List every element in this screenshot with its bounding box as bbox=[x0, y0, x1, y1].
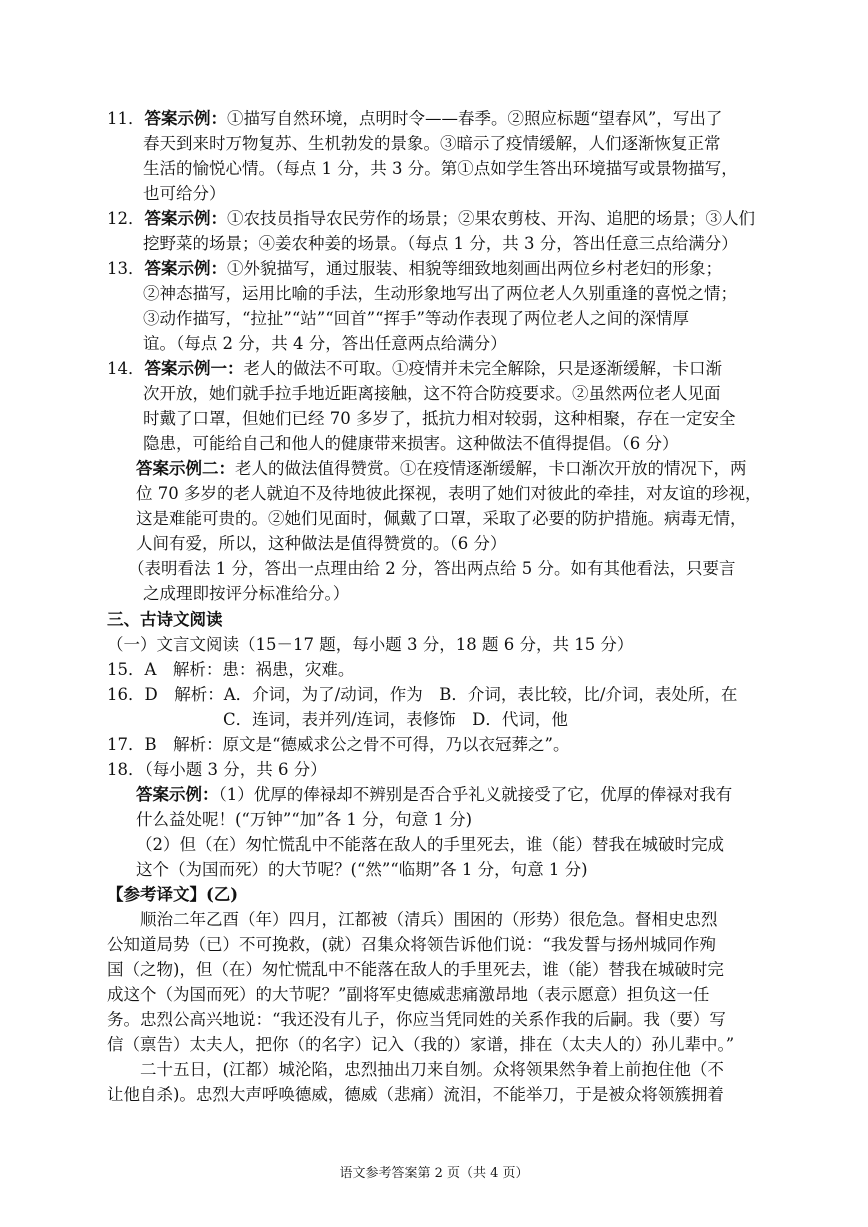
reference-translation-title: 【参考译文】(乙) bbox=[107, 885, 239, 904]
translation-line-2: 公知道局势（已）不可挽救，(就）召集众将领告诉他们说：“我发誓与扬州城同作殉 bbox=[107, 935, 716, 954]
q14-answer2-line-4: 人间有爱，所以，这种做法是值得赞赏的。（6 分） bbox=[136, 534, 507, 553]
q18-heading: 18．（每小题 3 分，共 6 分） bbox=[107, 760, 327, 779]
translation-line-5: 务。忠烈公高兴地说：“我还没有儿子，你应当凭同姓的关系作我的后嗣。我（要）写 bbox=[107, 1010, 726, 1029]
q13-line-2: ②神态描写，运用比喻的手法，生动形象地写出了两位老人久别重逢的喜悦之情； bbox=[143, 284, 737, 303]
q14-number: 14． bbox=[107, 359, 145, 378]
q11-label: 答案示例： bbox=[144, 109, 227, 128]
q13-number: 13． bbox=[107, 259, 145, 278]
section-3-title: 三、古诗文阅读 bbox=[107, 610, 223, 629]
q11-line-1: 11．答案示例：①描写自然环境，点明时令——春季。②照应标题“望春风”，写出了 bbox=[107, 109, 723, 128]
q18-line-1: 答案示例：（1）优厚的俸禄却不辨别是否合乎礼义就接受了它，优厚的俸禄对我有 bbox=[136, 785, 733, 804]
q14-line-1: 14．答案示例一：老人的做法不可取。①疫情并未完全解除，只是逐渐缓解，卡口渐 bbox=[107, 359, 722, 378]
q14-answer1-line-2: 次开放，她们就手拉手地近距离接触，这不符合防疫要求。②虽然两位老人见面 bbox=[143, 384, 721, 403]
q12-label: 答案示例： bbox=[144, 209, 227, 228]
q14-scoring-note-1: （表明看法 1 分，答出一点理由给 2 分，答出两点给 5 分。如有其他看法，只要言 bbox=[128, 559, 736, 578]
q13-line-3: ③动作描写，“拉扯”“站”“回首”“挥手”等动作表现了两位老人之间的深情厚 bbox=[143, 309, 689, 328]
q12-number: 12． bbox=[107, 209, 145, 228]
q14-answer2-line-3: 这是难能可贵的。②她们见面时，佩戴了口罩，采取了必要的防护措施。病毒无情， bbox=[136, 509, 747, 528]
q13-label: 答案示例： bbox=[144, 259, 227, 278]
q11-line-4: 也可给分） bbox=[143, 184, 226, 203]
translation-line-3: 国（之物)，但（在）匆忙慌乱中不能落在敌人的手里死去，谁（能）替我在城破时完 bbox=[107, 960, 724, 979]
q14-answer2-line-2: 位 70 多岁的老人就迫不及待地彼此探视，表明了她们对彼此的牵挂，对友谊的珍视， bbox=[136, 484, 762, 503]
q13-line-4: 谊。（每点 2 分，共 4 分，答出任意两点给满分） bbox=[143, 334, 507, 353]
q18-line-3: （2）但（在）匆忙慌乱中不能落在敌人的手里死去，谁（能）替我在城破时完成 bbox=[136, 835, 724, 854]
translation-line-1: 顺治二年乙酉（年）四月，江都被（清兵）围困的（形势）很危急。督相史忠烈 bbox=[107, 910, 718, 929]
q12-line-1: 12．答案示例：①农技员指导农民劳作的场景；②果农剪枝、开沟、追肥的场景；③人们 bbox=[107, 209, 755, 228]
q15-answer: 15．A 解析：患：祸患，灾难。 bbox=[107, 660, 355, 679]
q18-line-4: 这个（为国而死）的大节呢？(“然”“临期”各 1 分，句意 1 分) bbox=[136, 860, 588, 879]
q18-line-2: 什么益处呢！(“万钟”“加”各 1 分，句意 1 分) bbox=[136, 810, 473, 829]
q13-line-1: 13．答案示例：①外貌描写，通过服装、相貌等细致地刻画出两位乡村老妇的形象； bbox=[107, 259, 722, 278]
translation-line-8: 让他自杀)。忠烈大声呼唤德威，德威（悲痛）流泪，不能举刀，于是被众将领簇拥着 bbox=[107, 1085, 724, 1104]
page-footer: 语文参考答案第 2 页（共 4 页） bbox=[339, 1166, 529, 1181]
q16-line-2: C．连词，表并列/连词，表修饰 D．代词，他 bbox=[223, 710, 568, 729]
q14-answer2-line-1: 答案示例二：老人的做法值得赞赏。①在疫情逐渐缓解，卡口渐次开放的情况下，两 bbox=[136, 459, 747, 478]
q14-label-1: 答案示例一： bbox=[144, 359, 244, 378]
q14-answer1-line-3: 时戴了口罩，但她们已经 70 多岁了，抵抗力相对较弱，这种相聚，存在一定安全 bbox=[143, 409, 736, 428]
q11-line-3: 生活的愉悦心情。（每点 1 分，共 3 分。第①点如学生答出环境描写或景物描写， bbox=[143, 159, 738, 178]
q14-label-2: 答案示例二： bbox=[136, 459, 235, 478]
q14-scoring-note-2: 之成理即按评分标准给分。） bbox=[143, 584, 350, 603]
q18-label: 答案示例： bbox=[136, 785, 219, 804]
section-3-subtitle: （一）文言文阅读（15－17 题，每小题 3 分，18 题 6 分，共 15 分） bbox=[107, 635, 634, 654]
translation-line-4: 成这个（为国而死）的大节呢？”副将军史德威悲痛激昂地（表示愿意）担负这一任 bbox=[107, 985, 710, 1004]
q11-number: 11． bbox=[107, 109, 145, 128]
q12-line-2: 挖野菜的场景；④姜农种姜的场景。（每点 1 分，共 3 分，答出任意三点给满分） bbox=[143, 234, 738, 253]
q17-answer: 17．B 解析：原文是“德威求公之骨不可得，乃以衣冠葬之”。 bbox=[107, 735, 570, 754]
q16-line-1: 16．D 解析：A．介词，为了/动词，作为 B．介词，表比较，比/介词，表处所，在 bbox=[107, 685, 738, 704]
q14-answer1-line-4: 隐患，可能给自己和他人的健康带来损害。这种做法不值得提倡。（6 分） bbox=[143, 434, 679, 453]
translation-line-6: 信（禀告）太夫人，把你（的名字）记入（我的）家谱，排在（太夫人的）孙儿辈中。” bbox=[107, 1035, 735, 1054]
q11-line-2: 春天到来时万物复苏、生机勃发的景象。③暗示了疫情缓解，人们逐渐恢复正常 bbox=[143, 134, 721, 153]
translation-line-7: 二十五日，(江都）城沦陷，忠烈抽出刀来自刎。众将领果然争着上前抱住他（不 bbox=[107, 1060, 724, 1079]
